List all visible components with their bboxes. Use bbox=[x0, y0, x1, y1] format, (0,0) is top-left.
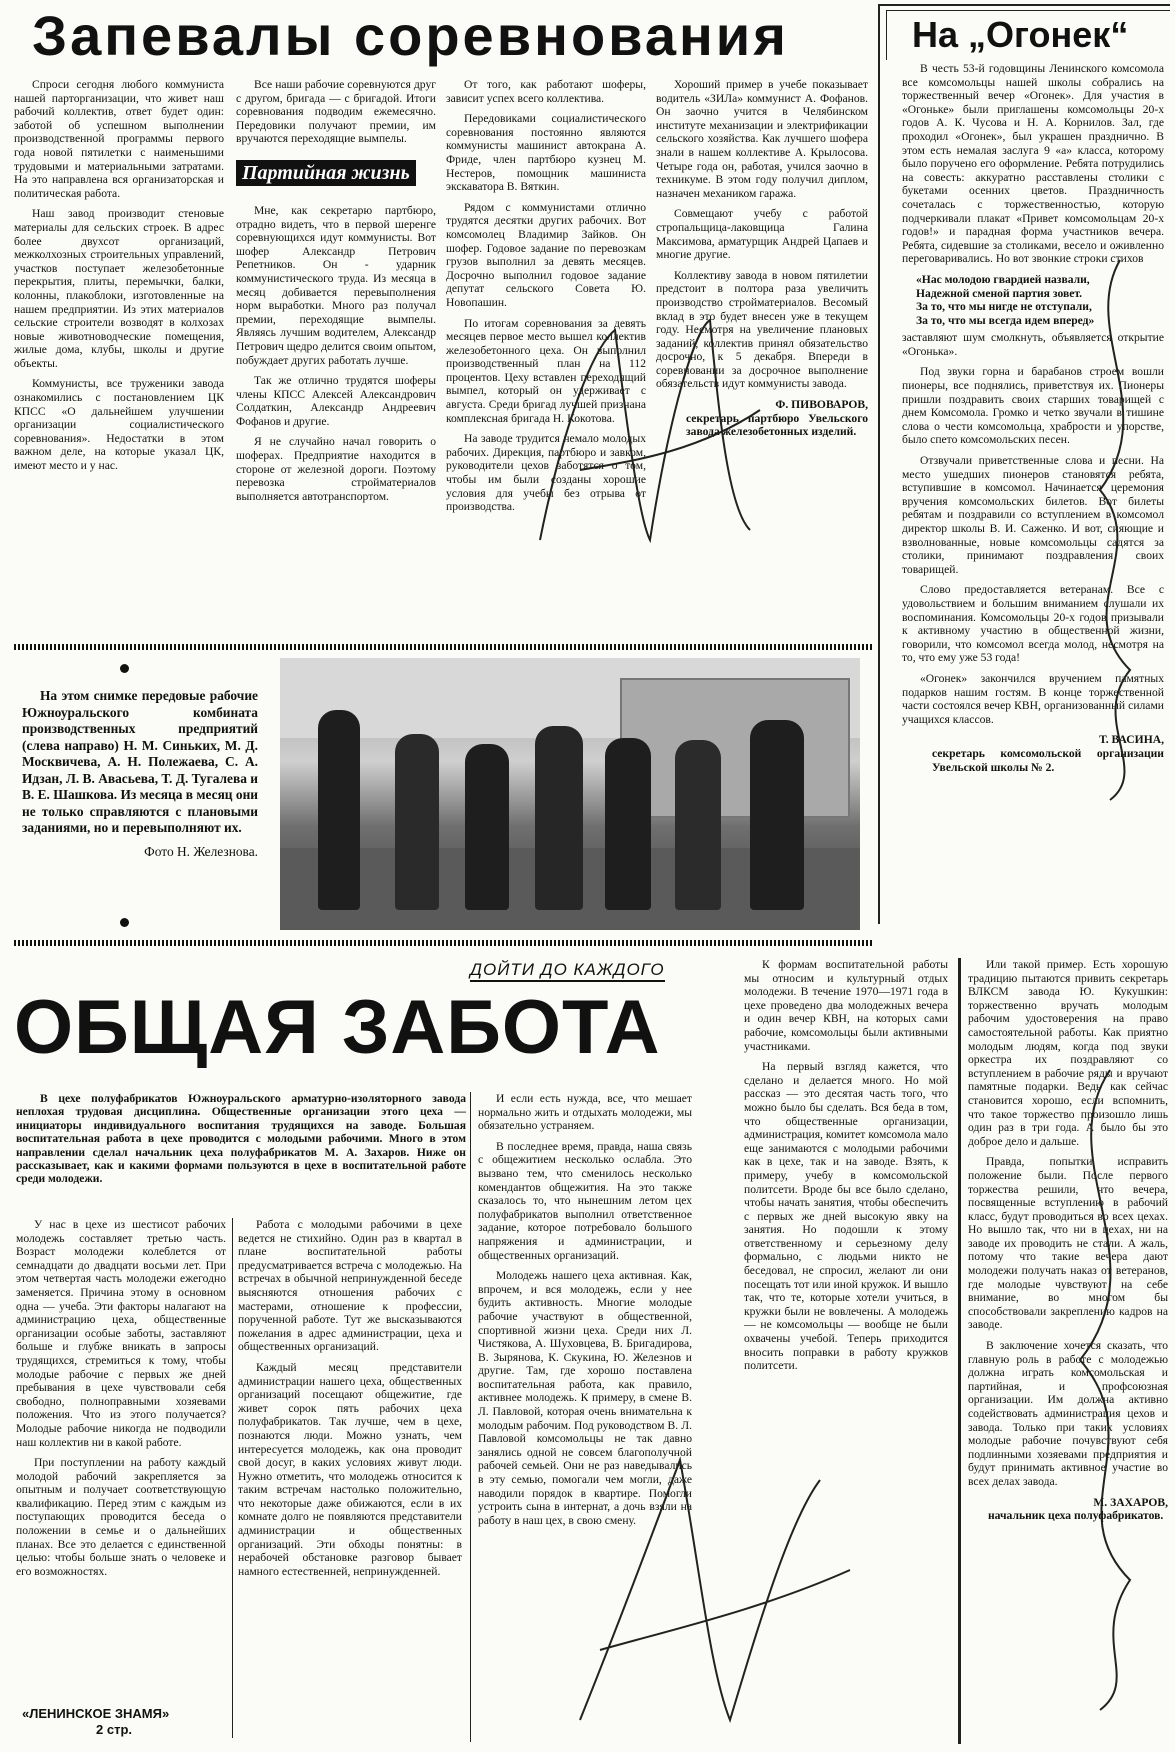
paragraph: Молодежь нашего цеха активная. Как, впрочем, и вся молодежь, если у нее будить активность. Многие молодые рабочие участвуют в общественной, спортивной жизни цеха. Среди них Л. Чистякова, А. Шуховцева, В. Бригадирова, В. Зырянова, К. Скукина, Ю. Железнов и другие. Там, где хорошо поставлена воспитательная работа, как правило, активнее молодежь. К примеру, в смене В. Л. Павловой, которая очень внимательна к молодым рабочим. Под руководством В. Л. Павловой комсомольцы не так давно занялись одной не совсем благополучной рабочей семьей. Они не раз наведывались в эту семью, помогали чем могли, даже наводили порядок в квартире. Помогли устроить сына в интернат, а дочь взяли на работу в наш цех, в свою смену. bbox=[478, 1269, 692, 1527]
paragraph: Рядом с коммунистами отлично трудятся десятки других рабочих. Вот комсомолец Владимир Зайков. Он шофер. Годовое задание по перевозкам грузов выполнил за девять месяцев. Досрочно выполнил годовое задание депутат сельского Совета Ю. Новопашин. bbox=[446, 200, 646, 309]
paragraph: Правда, попытки исправить положение были. После первого торжества решили, что вечера, посвященные вступлению в рабочий класс, будут проводиться во всех цехах. Но вышло так, что ни в цехах, ни на заводе их проводить не стали. А жаль, потому что такие вечера дают молодежи получать наказ от ветеранов, где молодые чувствуют на себе внимание, во многом бы способствовали закреплению кадров на заводе. bbox=[968, 1155, 1168, 1332]
bottom-author-title: начальник цеха полуфабрикатов. bbox=[988, 1509, 1164, 1523]
photo-workers bbox=[280, 658, 860, 930]
column-divider bbox=[470, 1092, 471, 1742]
paragraph: Совмещают учебу с работой стропальщица-лаковщица Галина Максимова, арматурщик Андрей Цапаев и многие другие. bbox=[656, 207, 868, 262]
poem-line: «Нас молодою гвардией назвали, bbox=[916, 272, 1090, 286]
photo-person bbox=[605, 738, 651, 910]
paragraph: Все наши рабочие соревнуются друг с другом, бригада — с бригадой. Итоги соревнования подводим ежемесячно. Передовики получают премии, им вручаются переходящие вымпелы. bbox=[236, 78, 436, 146]
photo-person bbox=[750, 720, 804, 910]
paragraph: Коллективу завода в новом пятилетии предстоит в полтора раза увеличить производство стройматериалов. Весомый вклад в это будет внесен уже в текущем году. Несмотря на увеличение плановых заданий, коллектив принял обязательство досрочно, к 5 декабря. Впереди в соревновании за досрочное выполнение обязательств идут коммунисты завода. bbox=[656, 268, 868, 391]
article-author-title: секретарь партбюро Увельского завода железобетонных изделий. bbox=[686, 411, 868, 439]
photo-person bbox=[535, 726, 583, 910]
paragraph: На первый взгляд кажется, что сделано и делается много. Но мой рассказ — это десятая часть того, что можно было бы сделать. Вся беда в том, что общественные организации, администрация, комитет комсомола мало еще занимаются с молодыми рабочими как в цехе, так и на заводе. Взять, к примеру, учебу в комсомольской политсети. Вроде бы все было сделано, чтобы начать занятия, чтобы обеспечить с первых же дней высокую явку на занятия. Но подошли к этому ответственному и серьезному делу формально, с людьми никто не беседовал, не спросил, желают ли они посещать тот или иной кружок. И вышло так, что те, которые хотели учиться, в кружки были не вовлечены. А молодежь — не комсомольцы — вообще не были охвачены учебой. Теперь приходится вносить поправки в работу кружков политсети. bbox=[744, 1060, 948, 1373]
paragraph: В заключение хочется сказать, что главную роль в работе с молодежью должна играть комсомольская и партийная, и профсоюзная организации. Им должна активно содействовать администрация цехов и завода. Только при таких условиях молодые рабочие почувствуют себя подлинными хозяевами предприятия и будут принимать активное участие во всех делах завода. bbox=[968, 1339, 1168, 1488]
caption-text: На этом снимке передовые рабочие Южноуральского комбината производственных предприятий (слева направо) Н. М. Синьких, М. Д. Москвичева, А. Н. Полежаева, С. А. Идзан, Л. В. Авасьева, Т. Д. Тугалева и В. Е. Шашкова. Из месяца в месяц они не только справляются с плановыми заданиями, но и перевыполняют их. bbox=[22, 688, 258, 835]
poem-line: За то, что мы всегда идем вперед» bbox=[916, 313, 1095, 327]
bottom-headline: ОБЩАЯ ЗАБОТА bbox=[14, 985, 661, 1070]
paragraph: Спроси сегодня любого коммуниста нашей парторганизации, что живет наш рабочий коллектив, ответ будет один: заботой об успешном выполнении производственной программы первого года новой пятилетки с наименьшими трудовыми и материальными затратами. На это направлена вся организаторская и политическая работа. bbox=[14, 78, 224, 200]
sidebar-author-title: секретарь комсомольской организации Увельской школы № 2. bbox=[932, 746, 1164, 774]
paragraph: Слово предоставляется ветеранам. Все с удовольствием и большим вниманием слушали их воспоминания. Комсомольцы 20-х годов призывали к активному участию в общественной жизни, говорили, что комсомол всегда молод, несмотря на то, что ему уже 53 года! bbox=[902, 583, 1164, 665]
photo-person bbox=[318, 710, 360, 910]
paragraph: Мне, как секретарю партбюро, отрадно видеть, что в первой шеренге соревнующихся идут коммунисты. Вот шофер Александр Петрович Репетников. Он - ударник коммунистического труда. Из месяца в месяц добивается перевыполнения норм выработки. Много раз получал премии, переходящие вымпелы. Являясь лучшим водителем, Александр Петрович щедро делится своим опытом, побуждает других работать лучше. bbox=[236, 203, 436, 367]
paragraph: Я не случайно начал говорить о шоферах. Предприятие находится в стороне от железной дороги. Поэтому перевозка стройматериалов выполняется автотранспортом. bbox=[236, 435, 436, 503]
rubric-party-life bbox=[236, 160, 436, 186]
paragraph: От того, как работают шоферы, зависит успех всего коллектива. bbox=[446, 78, 646, 105]
photo-credit: Фото Н. Железнова. bbox=[144, 843, 258, 859]
bottom-column-2 bbox=[238, 1218, 462, 1742]
rubric-kicker: ДОЙТИ ДО КАЖДОГО bbox=[470, 960, 665, 982]
bottom-author: М. ЗАХАРОВ, bbox=[1093, 1495, 1168, 1509]
photo-person bbox=[465, 744, 509, 910]
paragraph: У нас в цехе из шестисот рабочих молодежь составляет третью часть. Возраст молодежи колеблется от семнадцати до двадцати восьми лет. При этом четвертая часть молодежи ежегодно заменяется. Причина этому в основном одна — учеба. Эти факторы налагают на администрацию цеха, общественные организации особые заботы, заставляют больше и глубже вникать в запросы трудящихся, стремиться к тому, чтобы молодые рабочие с первых же дней пребывания в цехе чувствовали себя свободно, полноправными хозяевами положения. Что из этого получается? Молодые рабочие никогда не подводили наш коллектив ни в какой работе. bbox=[16, 1218, 226, 1449]
sidebar-headline: На „Огонек“ bbox=[912, 14, 1129, 55]
paragraph: В честь 53-й годовщины Ленинского комсомола все комсомольцы нашей школы собрались на торжественный вечер «Огонек». Для участия в «Огоньке» были приглашены комсомольцы 20-х годов А. К. Чусова и Н. А. Корнилов. Зал, где проходил «Огонек», был украшен празднично. В этом есть немалая заслуга 9 «а» класса, которому было поручено его оформление. Ребята потрудились на совесть: аккуратно расставлены столики с букетами осенних цветов. Праздничность сочеталась с торжественностью, которую подчеркивали плакат «Привет комсомольцам 20-х годов!» и парадная форма участников вечера. Ребята, сидевшие за столиками, весело и оживленно переговаривались. Но вот звонкие строки стихов bbox=[902, 62, 1164, 266]
page-number: 2 стр. bbox=[96, 1722, 132, 1737]
paragraph: В последнее время, правда, наша связь с общежитием несколько ослабла. Это вызвано тем, что сменилось несколько комендантов общежития. На это также сказалось то, что нынешним летом цех полуфабрикатов выполнил ответственное задание, которое потребовало большого напряжения и администрации, и общественных организаций. bbox=[478, 1139, 692, 1262]
bullet-dot bbox=[120, 664, 129, 673]
photo-building bbox=[620, 678, 850, 818]
signature-scribble bbox=[520, 290, 780, 560]
column-divider bbox=[958, 958, 961, 1744]
section-divider bbox=[14, 644, 874, 650]
photo-caption bbox=[22, 688, 258, 860]
bullet-dot bbox=[120, 918, 129, 927]
sidebar-author: Т. ВАСИНА, bbox=[1099, 733, 1164, 747]
paragraph: Или такой пример. Есть хорошую традицию пытаются привить секретарь ВЛКСМ завода Ю. Кукушкин: торжественно вручать молодым рабочим удостоверения на право самостоятельной работы. Как приятно молодым людям, когда под звуки оркестра их поздравляют со вступлением в рабочие ряды и вручают памятные подарки. Ведь как сейчас становится хорошо, если вспомнить, что такое торжество произошло лишь один раз в три года. А было бы это доброе дело и дальше. bbox=[968, 958, 1168, 1148]
paragraph: При поступлении на работу каждый молодой рабочий закрепляется за опытным и получает соответствующую квалификацию. Перед этим с каждым из поступающих проводится беседа о положении в семье и о дальнейших планах. Все это делается с единственной целью: чтобы больше знать о человеке и его возможностях. bbox=[16, 1456, 226, 1578]
paragraph: Хороший пример в учебе показывает водитель «ЗИЛа» коммунист А. Фофанов. Он заочно учится в Челябинском институте механизации и электрификации сельского хозяйства. Как лучшего шофера знали в нашем коллективе А. Крылосова. Четыре года он, работая, учился заочно в техникуме. В этом году получил диплом, назначен механиком гаража. bbox=[656, 78, 868, 200]
paragraph: Отзвучали приветственные слова и песни. На место ушедших пионеров становятся ребята, вступившие в комсомол. Начинается церемония вручения комсомольских билетов. Вот билеты ребятам и поздравили со вступлением в комсомол директор школы В. И. Саженко. И вот, сияющие и взволнованные, новые комсомольцы садятся за столики, принимают поздравления своих товарищей. bbox=[902, 454, 1164, 576]
section-divider bbox=[14, 940, 874, 946]
paragraph: По итогам соревнования за девять месяцев первое место вышел коллектив железобетонного цеха. Он выполнил производственный план на 112 процентов. Цеху вставлен переходящий вымпел, который он удерживает с августа. Среди бригад лучшей признана комплексная бригада Н. Кокотова. bbox=[446, 316, 646, 425]
article-lead: В цехе полуфабрикатов Южноуральского арматурно-изоляторного завода неплохая трудовая дисциплина. Общественные организации этого цеха — инициаторы индивидуального воспитания трудящихся на заводе. Большая воспитательная работа в цехе проводится с молодыми рабочими. Много в этом направлении сделал начальник цеха полуфабрикатов М. А. Захаров. Ниже он рассказывает, как и какими формами пользуются в цехе в воспитательной работе среди молодежи. bbox=[16, 1092, 466, 1186]
paragraph: Под звуки горна и барабанов строем вошли пионеры, все поднялись, приветствуя их. Пионеры пришли поздравить своих старших товарищей с днем Комсомола. Громко и четко звучали в тишине слова о чести комсомольца, храбрости и упорстве, было спето комсомольских песен. bbox=[902, 365, 1164, 447]
poem-line: Надежной сменой партия зовет. bbox=[916, 286, 1083, 300]
signature-scribble bbox=[560, 1420, 860, 1740]
poem-line: За то, что мы нигде не отступали, bbox=[916, 300, 1092, 314]
article-author: Ф. ПИВОВАРОВ, bbox=[775, 398, 868, 412]
paragraph: «Огонек» закончился вручением памятных подарков нашим гостям. В конце торжественной части состоялся вечер КВН, организованный силами учащихся классов. bbox=[902, 671, 1164, 726]
signature-scribble bbox=[1060, 250, 1170, 810]
paragraph: И если есть нужда, все, что мешает нормально жить и отдыхать молодежи, мы обязательно устраняем. bbox=[478, 1092, 692, 1133]
main-headline: Запевалы соревнования bbox=[32, 4, 789, 67]
column-divider bbox=[232, 1218, 233, 1738]
photo-person bbox=[395, 734, 439, 910]
paragraph: Работа с молодыми рабочими в цехе ведется не стихийно. Один раз в квартал в плане воспитательной работы предусматривается встреча с молодежью. На встречах в обычной непринужденной беседе выясняются отношения рабочих с мастерами, отношение к профессии, порученной работе. Тут же высказываются пожелания в адрес администрации, цеха и общественных организаций. bbox=[238, 1218, 462, 1354]
rubric-label: Партийная жизнь bbox=[236, 160, 416, 186]
article-column-1 bbox=[14, 78, 224, 638]
article-column-2 bbox=[236, 78, 436, 638]
paragraph: Передовиками социалистического соревнования постоянно являются коммунисты машинист автокрана А. Фриде, член партбюро кузнец М. Нестеров, помощник машиниста экскаватора В. Вяткин. bbox=[446, 112, 646, 194]
paragraph: Коммунисты, все труженики завода ознакомились с постановлением ЦК КПСС «О дальнейшем улучшении организации социалистического соревнования». Недостатки в этом важном деле, на которые указал ЦК, имеют место и у нас. bbox=[14, 377, 224, 473]
paragraph: К формам воспитательной работы мы относим и культурный отдых молодежи. В течение 1970—1971 года в цехе проведено два молодежных вечера и один вечер КВН, на которых сами рабочие, комсомольцы были активными участниками. bbox=[744, 958, 948, 1053]
signature-scribble bbox=[1030, 1060, 1170, 1720]
newspaper-name: «ЛЕНИНСКОЕ ЗНАМЯ» bbox=[22, 1706, 170, 1721]
bottom-column-1 bbox=[16, 1218, 226, 1688]
paragraph: Так же отлично трудятся шоферы члены КПСС Алексей Александрович Солдаткин, Александр Андреевич Фофанов и другие. bbox=[236, 374, 436, 428]
photo-person bbox=[675, 740, 721, 910]
paragraph: Наш завод производит стеновые материалы для сельских строек. В адрес более двухсот организаций, межколхозных строительных управлений, участков поступает железобетонные перекрытия, плиты, перемычки, балки, колонны, плакоблоки, изготовленные на нашем предприятии. Из этих материалов сельские строители возводят в колхозах новые животноводческие помещения, жилые дома, клубы, школы и другие объекты. bbox=[14, 207, 224, 370]
paragraph: На заводе трудится немало молодых рабочих. Дирекция, партбюро и завком, руководители цехов заботятся о том, чтобы им были созданы хорошие условия для учебы без отрыва от производства. bbox=[446, 432, 646, 514]
paragraph: Каждый месяц представители администрации нашего цеха, общественных организаций посещают общежитие, где живет сорок пять рабочих цеха полуфабрикатов. Так лучше, чем в цехе, познаются люди. Можно узнать, чем интересуется молодежь, как она проводит свой досуг, в каких условиях живут люди. Нужно отметить, что молодежь относится к таким встречам настолько положительно, что некоторые даже обижаются, если в их комнате долго не появляются представители администрации и общественных организаций. Эти обходы понятны: в нерабочей обстановке разговор бывает намного естественней, непринужденней. bbox=[238, 1360, 462, 1578]
paragraph: заставляют шум смолкнуть, объявляется открытие «Огонька». bbox=[902, 331, 1164, 358]
